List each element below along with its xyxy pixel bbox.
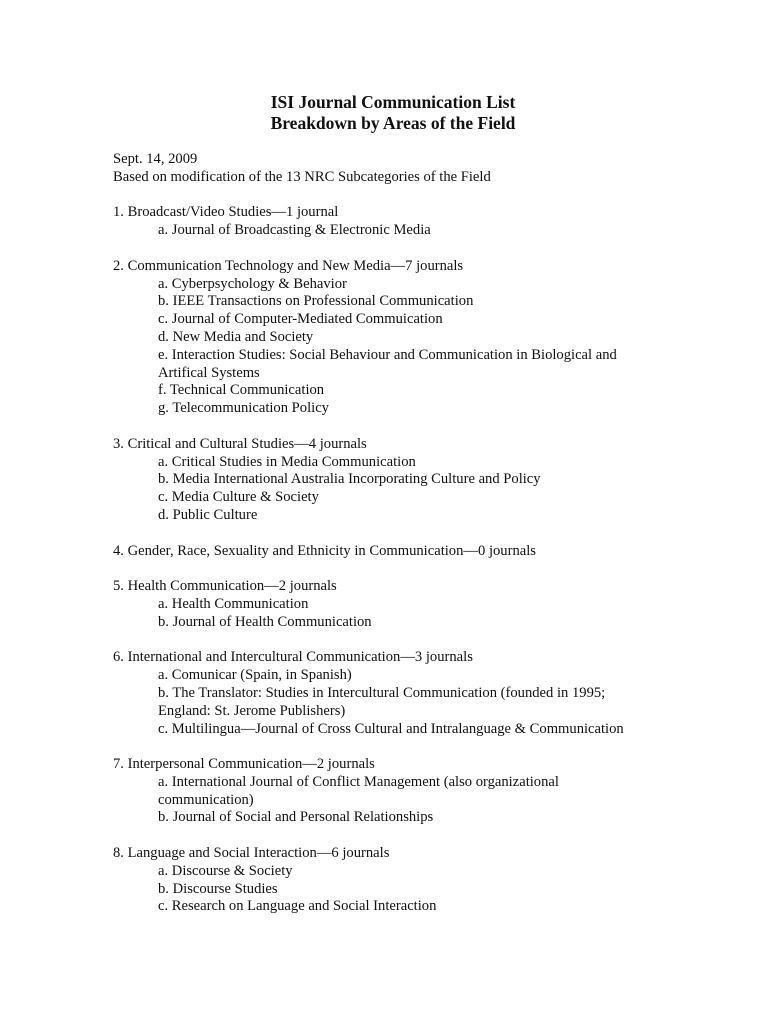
journal-name: c. Multilingua—Journal of Cross Cultural and Intralanguage & Communication — [158, 720, 624, 737]
journal-name: a. Discourse & Society — [158, 862, 293, 879]
section-3 — [113, 436, 673, 525]
journal-list — [113, 454, 673, 525]
section-1 — [113, 204, 673, 240]
journal-list-item — [113, 454, 673, 472]
document-date: Sept. 14, 2009 — [113, 151, 198, 167]
journal-name: d. Public Culture — [158, 506, 258, 523]
journal-name: a. Cyberpsychology & Behavior — [158, 275, 347, 292]
section-heading: 1. Broadcast/Video Studies—1 journal — [113, 204, 339, 221]
section-heading: 7. Interpersonal Communication—2 journals — [113, 756, 375, 773]
journal-list-item — [113, 809, 673, 827]
journal-list — [113, 276, 673, 418]
journal-list-item — [113, 471, 673, 489]
journal-list — [113, 596, 673, 632]
section-7 — [113, 756, 673, 827]
journal-name-continuation: Artifical Systems — [158, 364, 260, 381]
document-page — [113, 92, 673, 934]
section-8 — [113, 845, 673, 916]
section-heading: 6. International and Intercultural Communication—3 journals — [113, 649, 473, 666]
journal-name: a. Critical Studies in Media Communication — [158, 453, 416, 470]
journal-name-continuation: England: St. Jerome Publishers) — [158, 702, 346, 719]
section-5 — [113, 578, 673, 631]
journal-name-continuation: communication) — [158, 791, 254, 808]
section-2 — [113, 258, 673, 418]
journal-name: b. The Translator: Studies in Intercultural Communication (founded in 1995; — [158, 684, 606, 701]
journal-list — [113, 863, 673, 916]
journal-list — [113, 222, 673, 240]
document-subtitle: Breakdown by Areas of the Field — [270, 113, 516, 133]
journal-name: f. Technical Communication — [158, 382, 325, 399]
journal-name: a. Comunicar (Spain, in Spanish) — [158, 667, 352, 684]
journal-list-item — [113, 382, 673, 400]
journal-list-item — [113, 400, 673, 418]
section-heading: 2. Communication Technology and New Media—7 journals — [113, 257, 464, 274]
journal-name: a. Health Communication — [158, 595, 309, 612]
journal-list-item — [113, 614, 673, 632]
section-heading: 5. Health Communication—2 journals — [113, 578, 337, 595]
journal-list-item — [113, 774, 673, 810]
section-heading: 4. Gender, Race, Sexuality and Ethnicity in Communication—0 journals — [113, 542, 536, 559]
journal-name: a. Journal of Broadcasting & Electronic Media — [158, 222, 431, 239]
journal-name: c. Journal of Computer-Mediated Commuication — [158, 311, 443, 328]
document-basis: Based on modification of the 13 NRC Subcategories of the Field — [113, 168, 491, 185]
journal-list-item — [113, 329, 673, 347]
journal-name: b. Discourse Studies — [158, 880, 278, 897]
document-title: ISI Journal Communication List — [270, 92, 516, 112]
journal-name: b. IEEE Transactions on Professional Communication — [158, 293, 474, 310]
journal-list-item — [113, 222, 673, 240]
journal-list-item — [113, 721, 673, 739]
journal-list-item — [113, 311, 673, 329]
section-heading: 3. Critical and Cultural Studies—4 journals — [113, 435, 367, 452]
journal-name: d. New Media and Society — [158, 328, 314, 345]
journal-list-item — [113, 507, 673, 525]
journal-list-item — [113, 863, 673, 881]
journal-list — [113, 667, 673, 738]
section-4 — [113, 543, 673, 561]
journal-list-item — [113, 276, 673, 294]
journal-list-item — [113, 489, 673, 507]
sections-container — [113, 204, 673, 916]
journal-name: e. Interaction Studies: Social Behaviour and Communication in Biological and — [158, 346, 617, 363]
journal-list-item — [113, 685, 673, 721]
journal-name: a. International Journal of Conflict Management (also organizational — [158, 773, 559, 790]
journal-name: b. Media International Australia Incorporating Culture and Policy — [158, 471, 541, 488]
journal-list-item — [113, 898, 673, 916]
journal-name: c. Research on Language and Social Interaction — [158, 898, 437, 915]
journal-name: c. Media Culture & Society — [158, 489, 319, 506]
journal-list-item — [113, 293, 673, 311]
journal-list-item — [113, 881, 673, 899]
journal-list-item — [113, 596, 673, 614]
journal-name: b. Journal of Social and Personal Relationships — [158, 809, 434, 826]
journal-list-item — [113, 347, 673, 383]
section-heading: 8. Language and Social Interaction—6 journals — [113, 845, 390, 862]
journal-name: b. Journal of Health Communication — [158, 613, 372, 630]
section-6 — [113, 649, 673, 738]
journal-list — [113, 774, 673, 827]
journal-name: g. Telecommunication Policy — [158, 400, 329, 417]
journal-list-item — [113, 667, 673, 685]
